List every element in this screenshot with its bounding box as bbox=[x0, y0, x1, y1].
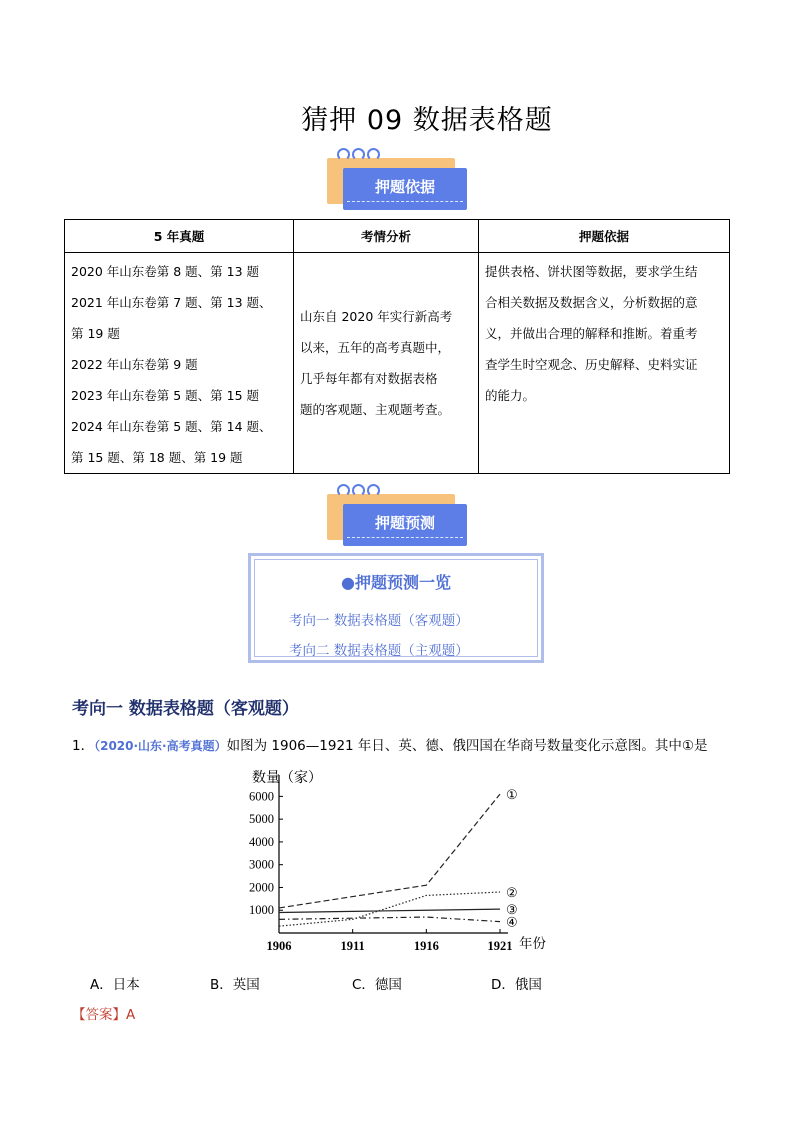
overview-title: ●押题预测一览 bbox=[341, 573, 451, 592]
x-tick-label: 1916 bbox=[413, 939, 439, 953]
section-banner-prediction bbox=[327, 486, 467, 548]
option-d[interactable]: D．俄国 bbox=[491, 977, 542, 993]
rings-icon bbox=[337, 482, 382, 501]
series-line bbox=[279, 917, 500, 922]
basis-cell: 提供表格、饼状图等数据，要求学生结 合相关数据及数据含义，分析数据的意 义，并做出合理的解释和推断。着重考 查学生时空观念、历史解释、史料实证 的能力。 bbox=[485, 264, 698, 403]
y-axis-label: 数量（家） bbox=[252, 771, 322, 786]
table-row bbox=[65, 253, 730, 474]
banner-label: 押题依据 bbox=[374, 178, 435, 196]
overview-item[interactable]: 考向二 数据表格题（主观题） bbox=[289, 643, 469, 659]
answer bbox=[72, 1003, 135, 1023]
answer-value: A bbox=[126, 1007, 136, 1023]
banner-label: 押题预测 bbox=[374, 514, 435, 532]
series-label: ② bbox=[506, 885, 518, 901]
chart-series bbox=[279, 794, 500, 926]
answer-label: 【答案】 bbox=[72, 1007, 126, 1023]
section-heading: 考向一 数据表格题（客观题） bbox=[72, 699, 299, 719]
basis-table bbox=[64, 219, 730, 474]
page-title: 猜押 09 数据表格题 bbox=[301, 105, 553, 136]
prediction-overview-box bbox=[248, 553, 544, 663]
x-axis-label: 年份 bbox=[519, 936, 546, 951]
y-tick-label: 6000 bbox=[249, 789, 274, 804]
real-exams-cell: 2020 年山东卷第 8 题、第 13 题 2021 年山东卷第 7 题、第 13 题、 第 19 题 2022 年山东卷第 9 题 2023 年山东卷第 5 题、第 15 题 2024 年山东卷第 5 题、第 14 题、 第 15 题、第 18 题、第 19 题 bbox=[71, 264, 272, 465]
question-number: 1． bbox=[72, 738, 95, 754]
header-analysis: 考情分析 bbox=[294, 220, 479, 253]
line-chart bbox=[230, 762, 550, 962]
y-tick-label: 4000 bbox=[249, 834, 274, 849]
question-stem bbox=[72, 734, 708, 754]
analysis-cell: 山东自 2020 年实行新高考 以来，五年的高考真题中， 几乎每年都有对数据表格 题的客观题、主观题考查。 bbox=[300, 309, 453, 417]
question-text: 如图为 1906—1921 年日、英、德、俄四国在华商号数量变化示意图。其中①是 bbox=[226, 738, 708, 754]
y-tick-label: 1000 bbox=[249, 903, 274, 918]
header-basis: 押题依据 bbox=[479, 220, 730, 253]
x-tick-label: 1906 bbox=[266, 939, 292, 953]
y-tick-label: 3000 bbox=[249, 857, 274, 872]
x-tick-label: 1911 bbox=[340, 939, 365, 953]
option-c[interactable]: C．德国 bbox=[352, 977, 402, 993]
y-tick-label: 2000 bbox=[249, 880, 274, 895]
section-banner-basis bbox=[327, 150, 467, 212]
rings-icon bbox=[337, 146, 382, 165]
series-line bbox=[279, 794, 500, 908]
overview-item[interactable]: 考向一 数据表格题（客观题） bbox=[289, 613, 469, 629]
table-header-row bbox=[65, 220, 730, 253]
series-label: ③ bbox=[506, 902, 518, 918]
option-a[interactable]: A．日本 bbox=[90, 977, 140, 993]
option-b[interactable]: B．英国 bbox=[210, 977, 260, 993]
question-source: （2020·山东·高考真题） bbox=[94, 739, 227, 753]
series-label: ④ bbox=[506, 914, 518, 930]
x-tick-label: 1921 bbox=[487, 939, 513, 953]
header-real-exams: 5 年真题 bbox=[65, 220, 294, 253]
series-label: ① bbox=[506, 787, 518, 803]
series-line bbox=[279, 909, 500, 912]
y-tick-label: 5000 bbox=[249, 812, 274, 827]
